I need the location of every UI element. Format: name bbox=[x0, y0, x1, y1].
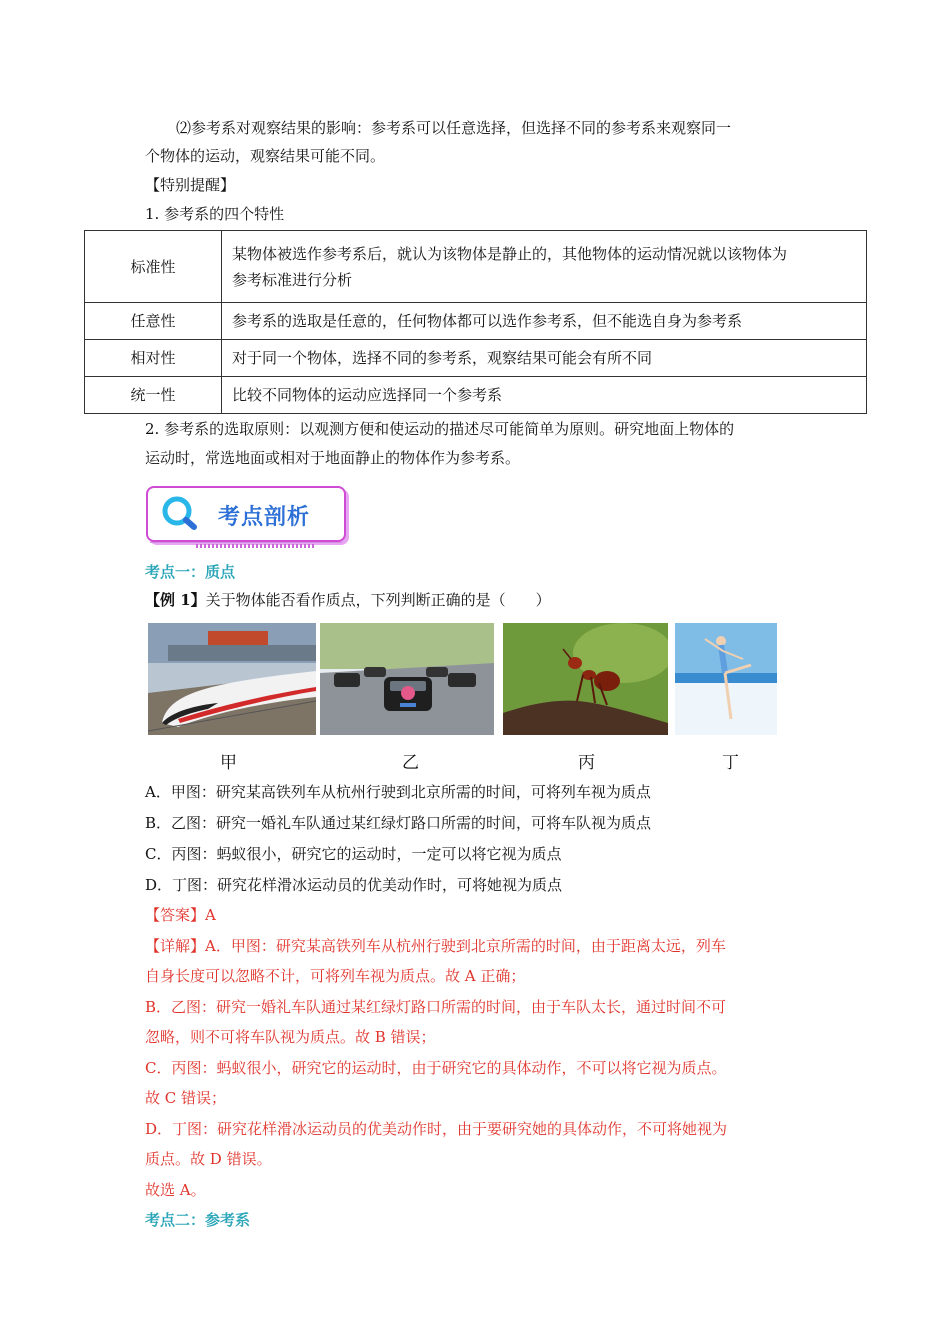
table-value bbox=[222, 231, 867, 303]
explanation-line: D．丁图：研究花样滑冰运动员的优美动作时，由于要研究她的具体动作，不可将她视为 bbox=[145, 1120, 728, 1138]
photo-figure-skater bbox=[675, 623, 777, 735]
option-a: A．甲图：研究某高铁列车从杭州行驶到北京所需的时间，可将列车视为质点 bbox=[145, 783, 651, 801]
intro-line-2: 个物体的运动，观察结果可能不同。 bbox=[145, 147, 386, 165]
special-reminder: 【特别提醒】 bbox=[145, 176, 236, 194]
photo-ant bbox=[503, 623, 668, 735]
table-key: 相对性 bbox=[85, 340, 222, 377]
table-value-line: 参考标准进行分析 bbox=[232, 270, 353, 289]
table-key: 任意性 bbox=[85, 303, 222, 340]
caption-jia: 甲 bbox=[220, 753, 237, 773]
option-d: D．丁图：研究花样滑冰运动员的优美动作时，可将她视为质点 bbox=[145, 876, 563, 894]
table-key: 统一性 bbox=[85, 377, 222, 414]
table-value: 参考系的选取是任意的，任何物体都可以选作参考系，但不能选自身为参考系 bbox=[222, 303, 867, 340]
example-question-text: 关于物体能否看作质点，下列判断正确的是（ ） bbox=[205, 591, 551, 609]
explanation-line: 【详解】A．甲图：研究某高铁列车从杭州行驶到北京所需的时间，由于距离太远，列车 bbox=[145, 937, 726, 955]
explanation-line: 质点。故 D 错误。 bbox=[145, 1150, 272, 1168]
caption-bing: 丙 bbox=[578, 753, 595, 773]
table-value-line: 某物体被选作参考系后，就认为该物体是静止的，其他物体的运动情况就以该物体为 bbox=[232, 244, 788, 263]
magnifier-icon bbox=[160, 494, 202, 532]
principle-line-2: 运动时，常选地面或相对于地面静止的物体作为参考系。 bbox=[145, 449, 521, 467]
explanation-line: 忽略，则不可将车队视为质点。故 B 错误； bbox=[145, 1028, 436, 1046]
explanation-line: 故 C 错误； bbox=[145, 1089, 227, 1107]
photo-high-speed-train bbox=[148, 623, 316, 735]
caption-ding: 丁 bbox=[722, 753, 739, 773]
banner-dots bbox=[196, 544, 316, 548]
section-banner bbox=[146, 486, 346, 548]
option-b: B．乙图：研究一婚礼车队通过某红绿灯路口所需的时间，可将车队视为质点 bbox=[145, 814, 652, 832]
table-value: 对于同一个物体，选择不同的参考系，观察结果可能会有所不同 bbox=[222, 340, 867, 377]
principle-line-1: 2. 参考系的选取原则：以观测方便和使运动的描述尽可能简单为原则。研究地面上物体的 bbox=[145, 420, 735, 438]
reference-frame-properties-table bbox=[84, 230, 867, 414]
table-row bbox=[85, 231, 867, 303]
table-key: 标准性 bbox=[85, 231, 222, 303]
section-heading-four-properties: 1. 参考系的四个特性 bbox=[145, 205, 285, 223]
answer: 【答案】A bbox=[145, 906, 216, 924]
explanation-line: 自身长度可以忽略不计，可将列车视为质点。故 A 正确； bbox=[145, 967, 526, 985]
table-value: 比较不同物体的运动应选择同一个参考系 bbox=[222, 377, 867, 414]
table-row bbox=[85, 303, 867, 340]
explanation-line: 故选 A。 bbox=[145, 1181, 206, 1199]
banner-title: 考点剖析 bbox=[218, 505, 311, 530]
example-question bbox=[145, 590, 551, 610]
table-row bbox=[85, 340, 867, 377]
topic-1-heading: 考点一：质点 bbox=[145, 563, 236, 581]
photo-wedding-motorcade bbox=[320, 623, 494, 735]
caption-yi: 乙 bbox=[402, 753, 419, 773]
explanation-line: C．丙图：蚂蚁很小，研究它的运动时，由于研究它的具体动作，不可以将它视为质点。 bbox=[145, 1059, 727, 1077]
topic-2-heading: 考点二：参考系 bbox=[145, 1211, 251, 1229]
intro-line-1: ⑵参考系对观察结果的影响：参考系可以任意选择，但选择不同的参考系来观察同一 bbox=[176, 119, 732, 137]
example-label: 【例 1】 bbox=[145, 591, 206, 609]
explanation-line: B．乙图：研究一婚礼车队通过某红绿灯路口所需的时间，由于车队太长，通过时间不可 bbox=[145, 998, 727, 1016]
table-row bbox=[85, 377, 867, 414]
banner-underline bbox=[150, 542, 342, 543]
option-c: C．丙图：蚂蚁很小，研究它的运动时，一定可以将它视为质点 bbox=[145, 845, 562, 863]
